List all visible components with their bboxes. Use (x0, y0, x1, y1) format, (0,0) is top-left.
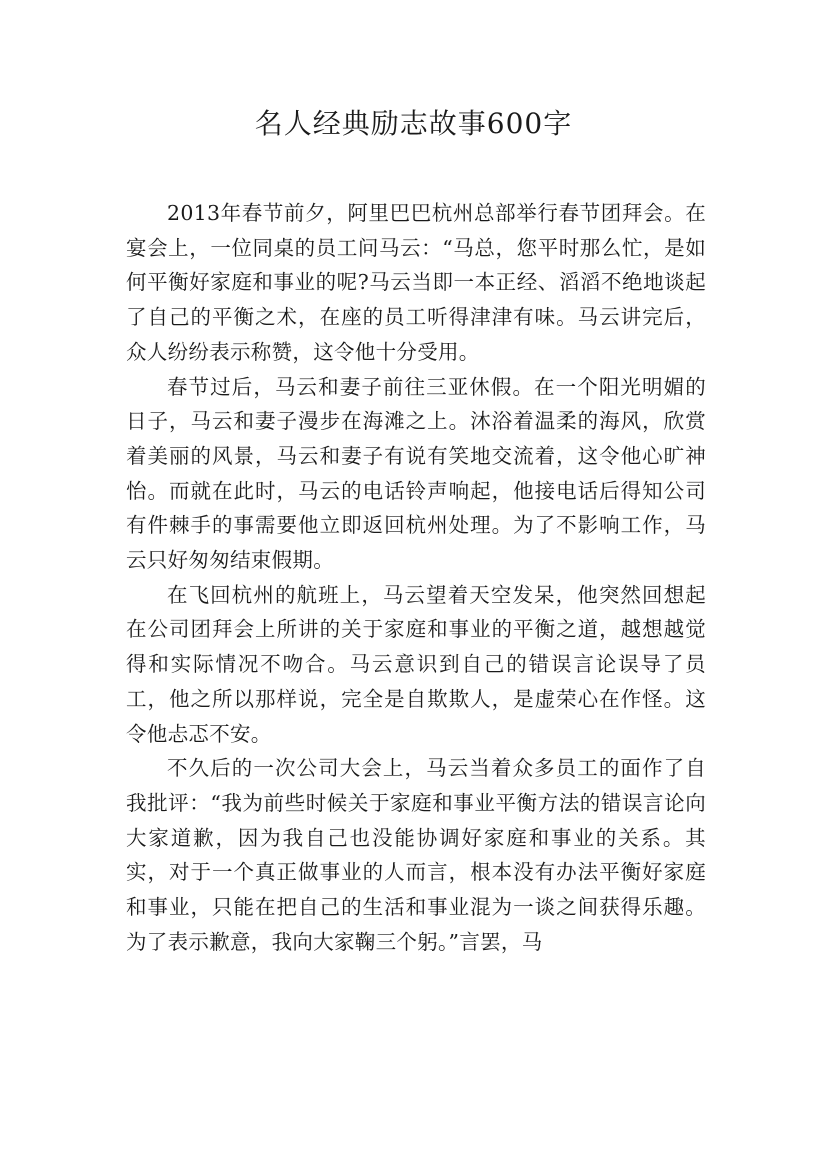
paragraph: 在飞回杭州的航班上，马云望着天空发呆，他突然回想起在公司团拜会上所讲的关于家庭和事业的平衡之道，越想越觉得和实际情况不吻合。马云意识到自己的错误言论误导了员工，他之所以那样说，完全是自欺欺人，是虚荣心在作怪。这令他忐忑不安。 (126, 582, 706, 746)
paragraph: 2013年春节前夕，阿里巴巴杭州总部举行春节团拜会。在宴会上，一位同桌的员工问马云：“马总，您平时那么忙，是如何平衡好家庭和事业的呢?马云当即一本正经、滔滔不绝地谈起了自己的平衡之术，在座的员工听得津津有味。马云讲完后，众人纷纷表示称赞，这令他十分受用。 (126, 201, 706, 364)
document-body (126, 196, 706, 959)
paragraph: 不久后的一次公司大会上，马云当着众多员工的面作了自我批评：“我为前些时候关于家庭和事业平衡方法的错误言论向大家道歉，因为我自己也没能协调好家庭和事业的关系。其实，对于一个真正做事业的人而言，根本没有办法平衡好家庭和事业，只能在把自己的生活和事业混为一谈之间获得乐趣。为了表示歉意，我向大家鞠三个躬。”言罢，马 (126, 756, 706, 954)
document-title: 名人经典励志故事600字 (254, 107, 573, 140)
paragraph: 春节过后，马云和妻子前往三亚休假。在一个阳光明媚的日子，马云和妻子漫步在海滩之上。沐浴着温柔的海风，欣赏着美丽的风景，马云和妻子有说有笑地交流着，这令他心旷神怡。而就在此时，马云的电话铃声响起，他接电话后得知公司有件棘手的事需要他立即返回杭州处理。为了不影响工作，马云只好匆匆结束假期。 (126, 374, 706, 573)
